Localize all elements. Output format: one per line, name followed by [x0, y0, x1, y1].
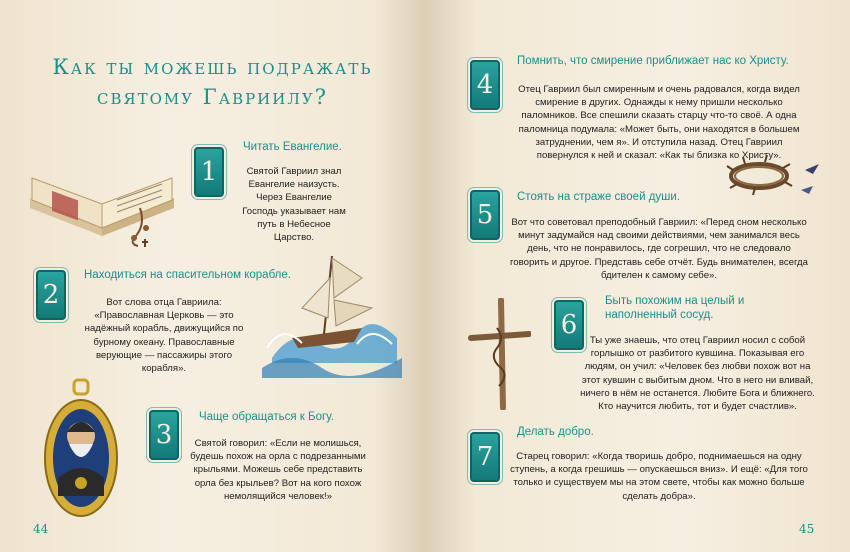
item-text: Святой говорил: «Если не молишься, будешь похож на орла с подрезанными крыльями. Можешь себе представить орла без крыльев? Вот на кого похож немолящийся человек!»	[190, 438, 366, 502]
item-number-badge: 1	[194, 147, 224, 197]
item-heading: Стоять на страже своей души.	[517, 191, 680, 203]
item-text: Святой Гавриил знал Евангелие наизусть. Через Евангелие Господь указывает нам путь в Небесное Царство.	[242, 166, 346, 244]
gospel-book-illustration	[22, 138, 182, 248]
item-heading: Делать добро.	[517, 426, 594, 438]
page-number-right: 45	[799, 522, 815, 536]
item-heading: Помнить, что смирение приближает нас ко Христу.	[517, 55, 789, 67]
item-heading: Находиться на спасительном корабле.	[84, 269, 291, 281]
item-text: Отец Гавриил был смиренным и очень радовался, когда видел смирение в других. Однажды к нему пришли несколько паломников. Все спешили сказать старцу что-то своё. А одна паломница подумала: «Может быть, они находятся в большем затруднении, чем я». И отступила назад. Отец Гавриил повернулся к ней и сказал: «Как ты близка ко Христу».	[518, 84, 800, 162]
item-heading: Читать Евангелие.	[243, 141, 342, 153]
item-text: Старец говорил: «Когда творишь добро, поднимаешься на одну ступень, а когда грешишь — опускаешься вниз». И ещё: «Для того только и существуем мы на этом свете, чтобы как можно больше сделать добра».	[510, 451, 808, 502]
item-heading: Чаще обращаться к Богу.	[199, 411, 334, 423]
item-number-badge: 5	[470, 190, 500, 240]
page-title: Как ты можешь подражать святому Гавриилу?	[52, 55, 373, 109]
item-number-badge: 4	[470, 60, 500, 110]
page-number-left: 44	[33, 522, 49, 536]
item-number-badge: 7	[470, 432, 500, 482]
item-text: Вот что советовал преподобный Гавриил: «Перед сном несколько минут задумайся над своими действиями, чем занимался весь день, что не понравилось, где согрешил, что не следовало говорить и другое. Представь себе отчёт. Будь внимателен, всегда бдителен к самому себе».	[510, 217, 808, 281]
item-text: Ты уже знаешь, что отец Гавриил носил с собой горлышко от разбитого кувшина. Показывая его людям, он учил: «Человек без любви похож вот на этот кувшин с выбитым дном. Что в него ни вливай, ничего в нём не останется. Любите Бога и ближнего. Кто научится любить, тот и будет счастлив».	[580, 335, 815, 413]
right-page	[425, 0, 850, 552]
crown-of-thorns-illustration	[725, 150, 825, 200]
wooden-cross-illustration	[467, 298, 531, 410]
icon-medallion-illustration	[40, 378, 122, 518]
ship-illustration	[262, 248, 402, 378]
item-number-badge: 2	[36, 270, 66, 320]
item-heading: Быть похожим на целый и наполненный сосуд.	[605, 295, 745, 321]
item-text: Вот слова отца Гавриила: «Православная Церковь — это надёжный корабль, движущийся по бурному океану. Православные верующие — пассажиры этого корабля».	[84, 297, 244, 375]
item-number-badge: 3	[149, 410, 179, 460]
item-number-badge: 6	[554, 300, 584, 350]
